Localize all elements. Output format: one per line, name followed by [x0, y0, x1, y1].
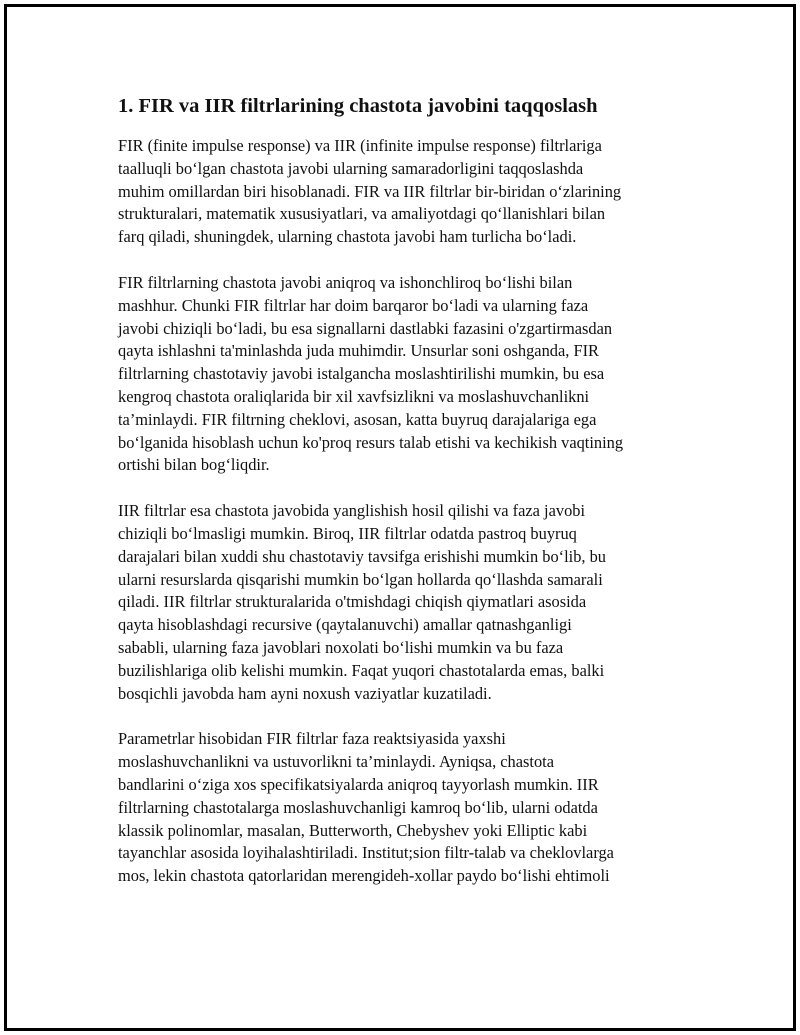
paragraph-line: javobi chiziqli bo‘ladi, bu esa signallarni dastlabki fazasini o'zgartirmasdan: [118, 318, 613, 338]
paragraph-line: bosqichli javobda ham ayni noxush vaziyatlar kuzatiladi.: [118, 683, 492, 703]
paragraph-list: [118, 135, 688, 888]
paragraph-line: qayta hisoblashdagi recursive (qaytalanuvchi) amallar qatnashganligi: [118, 615, 572, 635]
paragraph-line: muhim omillardan biri hisoblanadi. FIR va IIR filtrlar bir-biridan o‘zlarining: [118, 181, 622, 201]
paragraph-line: ortishi bilan bog‘liqdir.: [118, 455, 270, 475]
paragraph-line: FIR (finite impulse response) va IIR (infinite impulse response) filtrlariga: [118, 136, 602, 155]
paragraph-line: qiladi. IIR filtrlar strukturalarida o'tmishdagi chiqish qiymatlari asosida: [118, 592, 587, 612]
body-paragraph: [118, 135, 688, 249]
paragraph-line: bo‘lganida hisoblash uchun ko'proq resurs talab etishi va kechikish vaqtining: [118, 432, 624, 452]
body-paragraph: [118, 272, 688, 477]
paragraph-line: qayta ishlashni ta'minlashda juda muhimdir. Unsurlar soni oshganda, FIR: [118, 341, 599, 361]
paragraph-line: filtrlarning chastotaviy javobi istalgancha moslashtirilishi mumkin, bu esa: [118, 364, 605, 384]
paragraph-line: bandlarini o‘ziga xos specifikatsiyalarda aniqroq tayyorlash mumkin. IIR: [118, 774, 599, 794]
paragraph-line: FIR filtrlarning chastota javobi aniqroq va ishonchliroq bo‘lishi bilan: [118, 272, 573, 292]
paragraph-line: kengroq chastota oraliqlarida bir xil xavfsizlikni va moslashuvchanlikni: [118, 386, 590, 406]
body-paragraph: [118, 728, 688, 888]
body-paragraph: [118, 500, 688, 705]
paragraph-line: chiziqli bo‘lmasligi mumkin. Biroq, IIR filtrlar odatda pastroq buyruq: [118, 523, 577, 543]
paragraph-line: moslashuvchanlikni va ustuvorlikni ta’minlaydi. Ayniqsa, chastota: [118, 752, 554, 772]
paragraph-line: IIR filtrlar esa chastota javobida yanglishish hosil qilishi va faza javobi: [118, 501, 586, 521]
paragraph-line: taalluqli bo‘lgan chastota javobi ularning samaradorligini taqqoslashda: [118, 158, 584, 178]
paragraph-line: strukturalari, matematik xususiyatlari, va amaliyotdagi qo‘llanishlari bilan: [118, 204, 606, 224]
paragraph-line: sababli, ularning faza javoblari noxolati bo‘lishi mumkin va bu faza: [118, 637, 564, 657]
paragraph-line: ta’minlaydi. FIR filtrning cheklovi, asosan, katta buyruq darajalariga ega: [118, 409, 597, 429]
section-heading: 1. FIR va IIR filtrlarining chastota javobini taqqoslash: [118, 95, 598, 117]
paragraph-line: mashhur. Chunki FIR filtrlar har doim barqaror bo‘ladi va ularning faza: [118, 295, 589, 315]
paragraph-line: darajalari bilan xuddi shu chastotaviy tavsifga erishishi mumkin bo‘lib, bu: [118, 546, 606, 566]
paragraph-line: buzilishlariga olib kelishi mumkin. Faqat yuqori chastotalarda emas, balki: [118, 660, 605, 680]
paragraph-line: Parametrlar hisobidan FIR filtrlar faza reaktsiyasida yaxshi: [118, 729, 506, 749]
paragraph-line: klassik polinomlar, masalan, Butterworth, Chebyshev yoki Elliptic kabi: [118, 820, 588, 840]
paragraph-line: mos, lekin chastota qatorlaridan merengideh-xollar paydo bo‘lishi ehtimoli: [118, 866, 610, 886]
document-body: [118, 92, 688, 911]
paragraph-line: ularni resurslarda qisqarishi mumkin bo‘lgan hollarda qo‘llashda samarali: [118, 569, 603, 589]
paragraph-line: farq qiladi, shuningdek, ularning chastota javobi ham turlicha bo‘ladi.: [118, 227, 577, 247]
paragraph-line: filtrlarning chastotalarga moslashuvchanligi kamroq bo‘lib, ularni odatda: [118, 797, 598, 817]
paragraph-line: tayanchlar asosida loyihalashtiriladi. Institut;sion filtr-talab va cheklovlarga: [118, 843, 614, 863]
